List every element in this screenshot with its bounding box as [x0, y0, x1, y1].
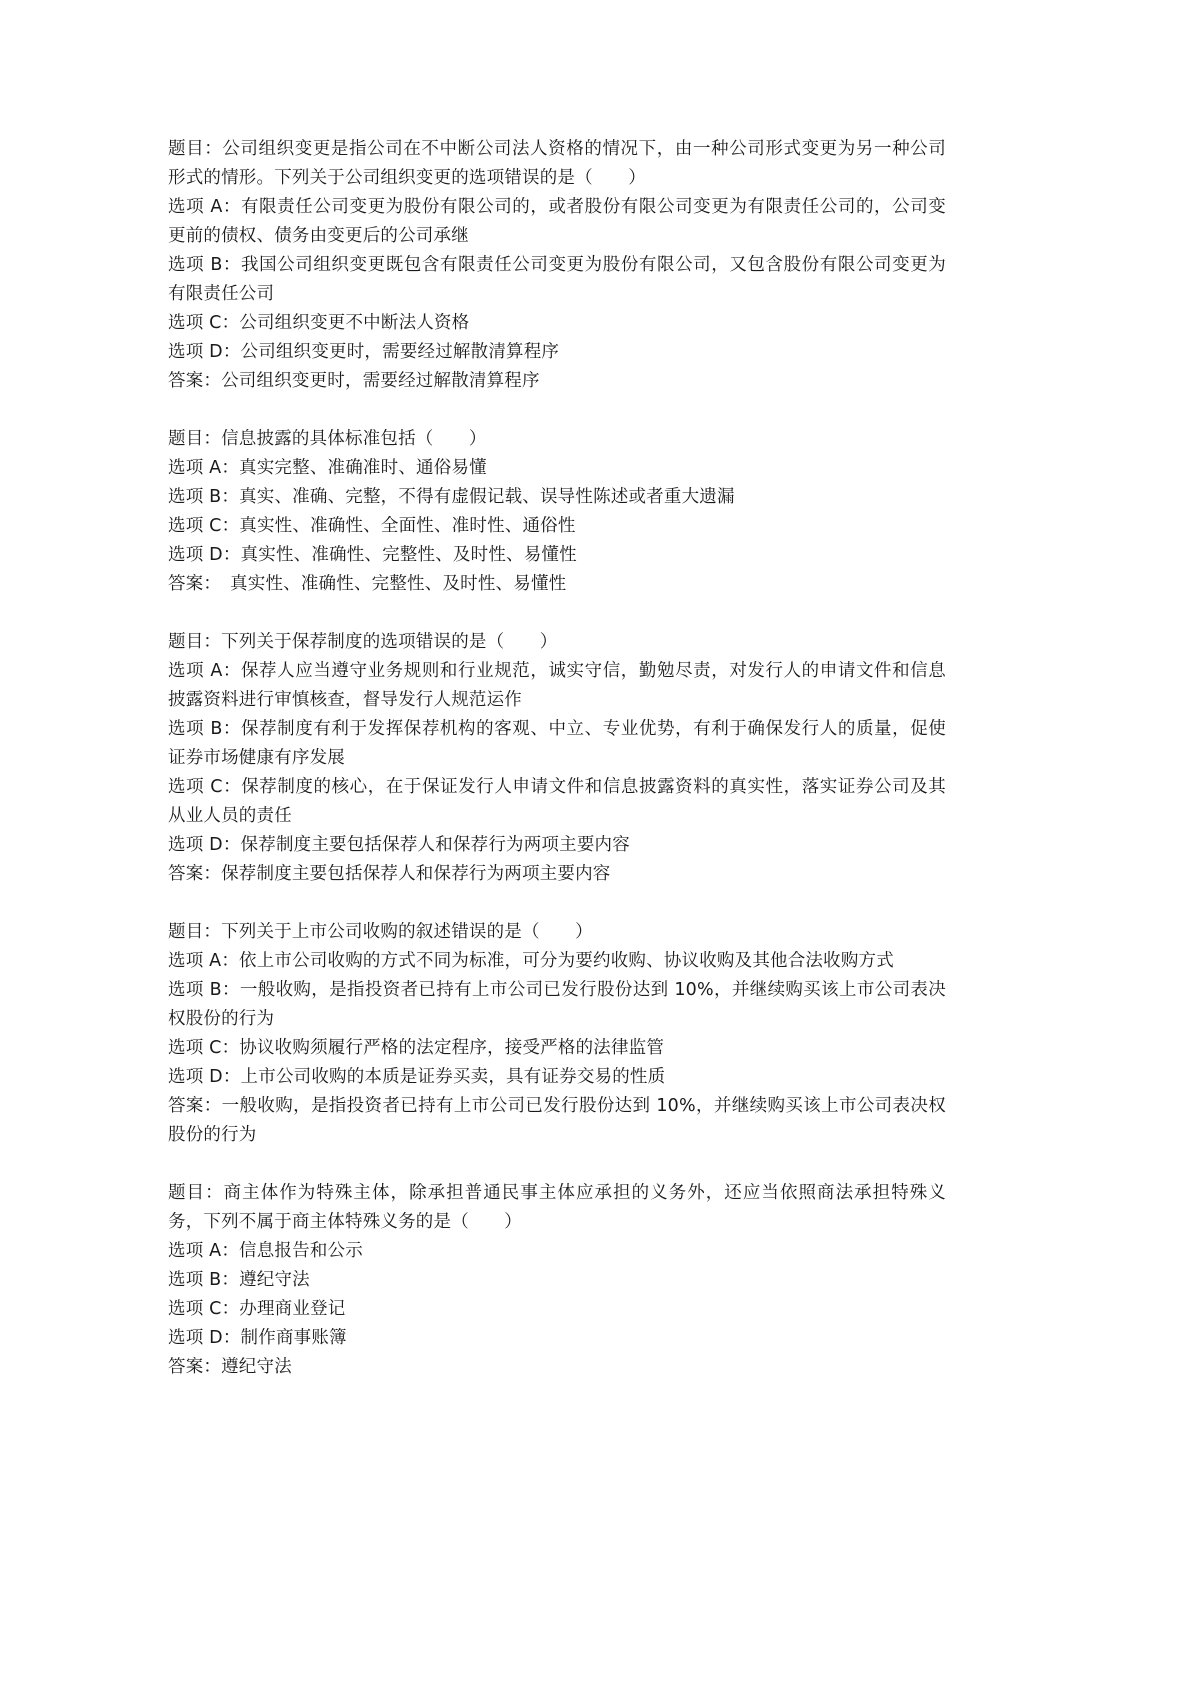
question-text: 题目：公司组织变更是指公司在不中断公司法人资格的情况下，由一种公司形式变更为另一种公司形式的情形。下列关于公司组织变更的选项错误的是（ ） — [168, 139, 946, 188]
option-a: 选项 A：保荐人应当遵守业务规则和行业规范，诚实守信，勤勉尽责，对发行人的申请文件和信息披露资料进行审慎核查，督导发行人规范运作 — [168, 661, 946, 710]
option-b: 选项 B：一般收购，是指投资者已持有上市公司已发行股份达到 10%，并继续购买该上市公司表决权股份的行为 — [168, 980, 946, 1029]
question-block-5 — [168, 1179, 946, 1382]
option-d: 选项 D：上市公司收购的本质是证券买卖，具有证券交易的性质 — [168, 1067, 666, 1087]
option-a: 选项 A：信息报告和公示 — [168, 1241, 363, 1261]
question-text: 题目：商主体作为特殊主体，除承担普通民事主体应承担的义务外，还应当依照商法承担特殊义务，下列不属于商主体特殊义务的是（ ） — [168, 1183, 946, 1232]
question-text: 题目：下列关于上市公司收购的叙述错误的是（ ） — [168, 922, 593, 942]
option-c: 选项 C：保荐制度的核心，在于保证发行人申请文件和信息披露资料的真实性，落实证券公司及其从业人员的责任 — [168, 777, 946, 826]
document-page — [168, 135, 946, 1411]
answer: 答案：遵纪守法 — [168, 1357, 292, 1377]
question-block-3 — [168, 628, 946, 889]
option-b: 选项 B：真实、准确、完整，不得有虚假记载、误导性陈述或者重大遗漏 — [168, 487, 735, 507]
question-text: 题目：信息披露的具体标准包括（ ） — [168, 429, 487, 449]
option-b: 选项 B：我国公司组织变更既包含有限责任公司变更为股份有限公司，又包含股份有限公司变更为有限责任公司 — [168, 255, 946, 304]
answer: 答案：一般收购，是指投资者已持有上市公司已发行股份达到 10%，并继续购买该上市公司表决权股份的行为 — [168, 1096, 946, 1145]
question-block-2 — [168, 425, 946, 599]
option-b: 选项 B：保荐制度有利于发挥保荐机构的客观、中立、专业优势，有利于确保发行人的质量，促使证券市场健康有序发展 — [168, 719, 946, 768]
option-d: 选项 D：真实性、准确性、完整性、及时性、易懂性 — [168, 545, 577, 565]
option-c: 选项 C：真实性、准确性、全面性、准时性、通俗性 — [168, 516, 576, 536]
option-d: 选项 D：保荐制度主要包括保荐人和保荐行为两项主要内容 — [168, 835, 630, 855]
question-block-1 — [168, 135, 946, 396]
option-d: 选项 D：制作商事账簿 — [168, 1328, 347, 1348]
option-a: 选项 A：真实完整、准确准时、通俗易懂 — [168, 458, 487, 478]
question-block-4 — [168, 918, 946, 1150]
option-d: 选项 D：公司组织变更时，需要经过解散清算程序 — [168, 342, 560, 362]
option-a: 选项 A：依上市公司收购的方式不同为标准，可分为要约收购、协议收购及其他合法收购方式 — [168, 951, 894, 971]
answer: 答案：公司组织变更时，需要经过解散清算程序 — [168, 371, 540, 391]
option-c: 选项 C：公司组织变更不中断法人资格 — [168, 313, 470, 333]
option-b: 选项 B：遵纪守法 — [168, 1270, 310, 1290]
option-c: 选项 C：协议收购须履行严格的法定程序，接受严格的法律监管 — [168, 1038, 665, 1058]
option-c: 选项 C：办理商业登记 — [168, 1299, 346, 1319]
answer: 答案： 真实性、准确性、完整性、及时性、易懂性 — [168, 574, 567, 594]
question-text: 题目：下列关于保荐制度的选项错误的是（ ） — [168, 632, 558, 652]
option-a: 选项 A：有限责任公司变更为股份有限公司的，或者股份有限公司变更为有限责任公司的，公司变更前的债权、债务由变更后的公司承继 — [168, 197, 946, 246]
answer: 答案：保荐制度主要包括保荐人和保荐行为两项主要内容 — [168, 864, 611, 884]
